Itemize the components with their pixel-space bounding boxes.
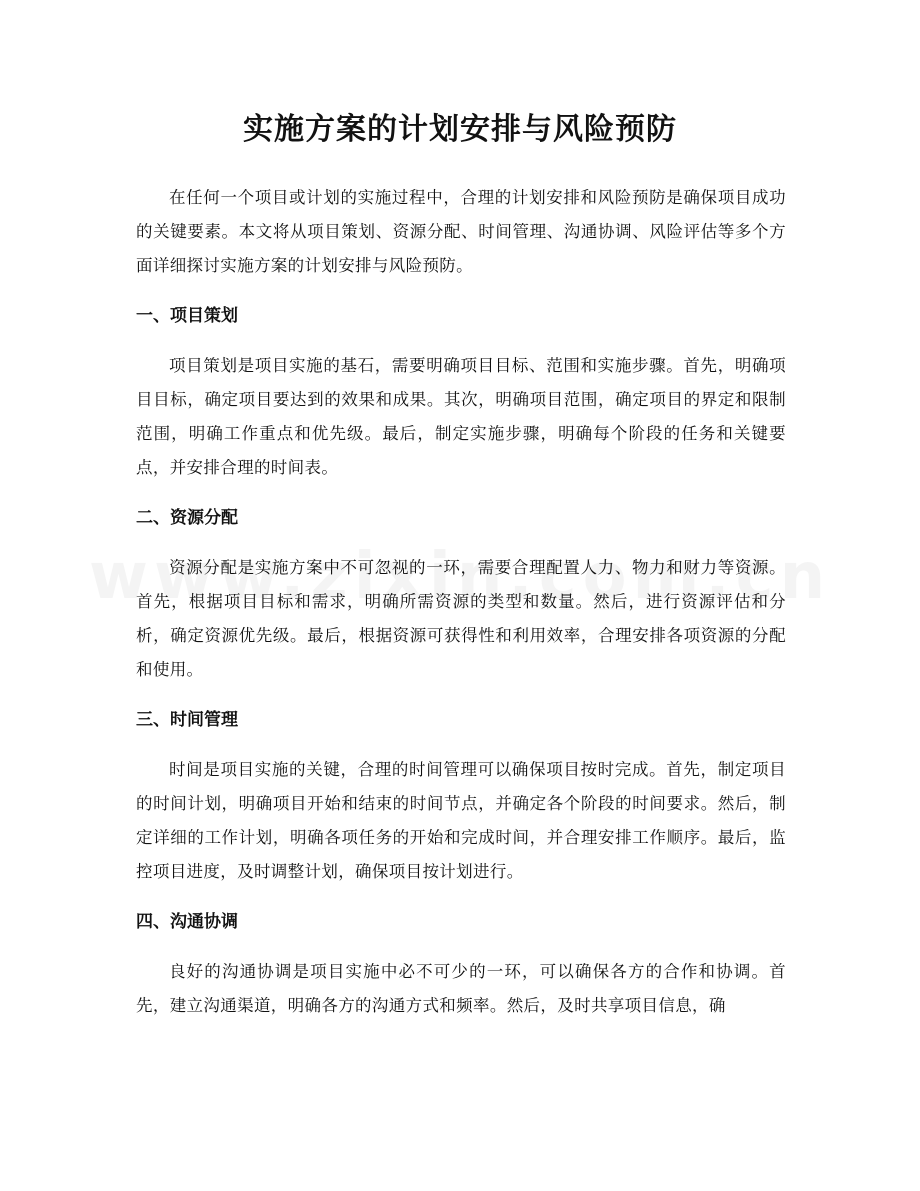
section-body-resource-allocation: 资源分配是实施方案中不可忽视的一环，需要合理配置人力、物力和财力等资源。首先，根据项目目标和需求，明确所需资源的类型和数量。然后，进行资源评估和分析，确定资源优先级。最后，根据资源可获得性和利用效率，合理安排各项资源的分配和使用。: [136, 558, 786, 679]
section-heading-project-planning: 一、项目策划: [136, 306, 238, 326]
document-title: 实施方案的计划安排与风险预防: [243, 112, 677, 147]
section-body-time-management: 时间是项目实施的关键，合理的时间管理可以确保项目按时完成。首先，制定项目的时间计划，明确项目开始和结束的时间节点，并确定各个阶段的时间要求。然后，制定详细的工作计划，明确各项任务的开始和完成时间，并合理安排工作顺序。最后，监控项目进度，及时调整计划，确保项目按计划进行。: [136, 760, 786, 881]
section-heading-resource-allocation: 二、资源分配: [136, 508, 238, 528]
section-body-project-planning: 项目策划是项目实施的基石，需要明确项目目标、范围和实施步骤。首先，明确项目目标，确定项目要达到的效果和成果。其次，明确项目范围，确定项目的界定和限制范围，明确工作重点和优先级。最后，制定实施步骤，明确每个阶段的任务和关键要点，并安排合理的时间表。: [136, 356, 786, 477]
section-heading-communication: 四、沟通协调: [136, 912, 238, 932]
section-heading-time-management: 三、时间管理: [136, 710, 238, 730]
document-body: [136, 181, 786, 1023]
section-body-communication: 良好的沟通协调是项目实施中必不可少的一环，可以确保各方的合作和协调。首先，建立沟通渠道，明确各方的沟通方式和频率。然后，及时共享项目信息，确: [136, 962, 786, 1015]
intro-paragraph: 在任何一个项目或计划的实施过程中，合理的计划安排和风险预防是确保项目成功的关键要素。本文将从项目策划、资源分配、时间管理、沟通协调、风险评估等多个方面详细探讨实施方案的计划安排与风险预防。: [136, 188, 786, 275]
